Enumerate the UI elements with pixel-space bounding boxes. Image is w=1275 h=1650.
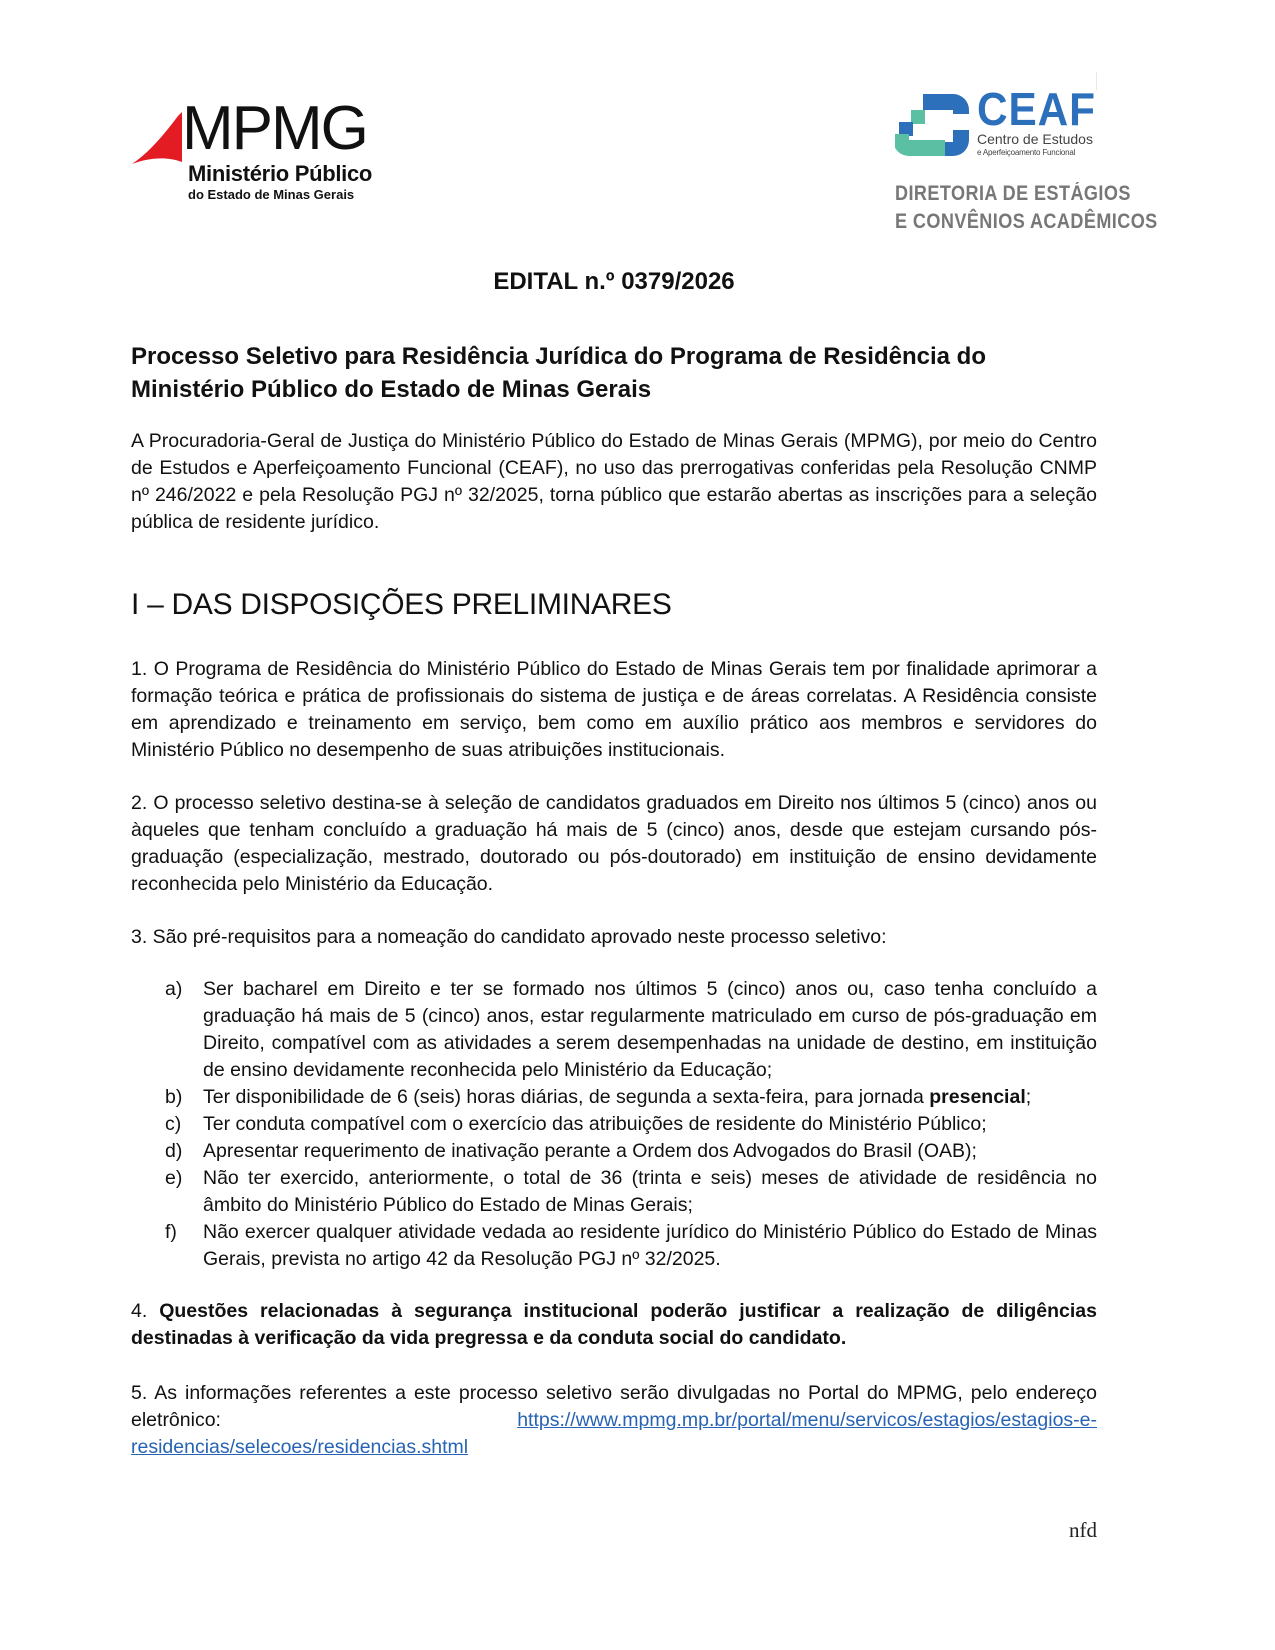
item-1: 1. O Programa de Residência do Ministério Público do Estado de Minas Gerais tem por finalidade aprimorar a formação teórica e prática de profissionais do sistema de justiça e de áreas correlatas. A Residência consiste em aprendizado e treinamento em serviço, bem como em auxílio prático aos membros e servidores do Ministério Público no desempenho de suas atribuições institucionais.: [131, 658, 1097, 761]
item-5-text: 5. As informações referentes a este processo seletivo serão divulgadas no Portal do MPMG, pelo endereço eletrônico:: [131, 1382, 1097, 1431]
requirement-text: Não exercer qualquer atividade vedada ao residente jurídico do Ministério Público do Estado de Minas Gerais, prevista no artigo 42 da Resolução PGJ nº 32/2025.: [203, 1221, 1097, 1270]
requirement-f: [131, 1219, 1097, 1273]
requirement-text: Ter conduta compatível com o exercício das atribuições de residente do Ministério Público;: [203, 1113, 987, 1135]
item-5: [131, 1380, 1097, 1461]
requirement-d: [131, 1138, 1097, 1165]
requirement-marker: f): [165, 1221, 177, 1243]
section-heading: I – DAS DISPOSIÇÕES PRELIMINARES: [131, 588, 672, 621]
intro-paragraph: A Procuradoria-Geral de Justiça do Ministério Público do Estado de Minas Gerais (MPMG), por meio do Centro de Estudos e Aperfeiçoamento Funcional (CEAF), no uso das prerrogativas conferidas pela Resolução CNMP nº 246/2022 e pela Resolução PGJ nº 32/2025, torna público que estarão abertas as inscrições para a seleção pública de residente jurídico.: [131, 430, 1097, 533]
item-4: [131, 1298, 1097, 1352]
mpmg-subtitle-1: Ministério Público: [188, 161, 373, 186]
portal-link[interactable]: https://www.mpmg.mp.br/portal/menu/servicos/estagios/estagios-e-residencias/selecoes/residencias.shtml: [131, 1409, 1097, 1458]
requirement-text-suffix: ;: [1025, 1086, 1032, 1108]
edital-number: EDITAL n.º 0379/2026: [493, 268, 735, 295]
item-4-prefix: 4.: [131, 1300, 160, 1322]
department-line-2: E CONVÊNIOS ACADÊMICOS: [895, 210, 1158, 233]
mpmg-logo: [132, 94, 402, 204]
ceaf-wordmark: CEAF: [977, 83, 1096, 135]
requirements-list: [131, 976, 1097, 1273]
document-title: Processo Seletivo para Residência Jurídica do Programa de Residência do Ministério Público do Estado de Minas Gerais: [131, 343, 986, 403]
requirement-marker: c): [165, 1113, 182, 1135]
ceaf-logo: [895, 83, 1158, 238]
ceaf-subtitle-1: Centro de Estudos: [977, 131, 1093, 147]
requirement-marker: b): [165, 1086, 183, 1108]
requirement-marker: e): [165, 1167, 183, 1189]
requirement-text: Apresentar requerimento de inativação perante a Ordem dos Advogados do Brasil (OAB);: [203, 1140, 977, 1162]
department-line-1: DIRETORIA DE ESTÁGIOS: [895, 182, 1131, 205]
requirement-c: [131, 1111, 1097, 1138]
footer-mark: nfd: [1069, 1518, 1097, 1542]
requirement-b: [131, 1084, 1097, 1111]
requirement-a: [131, 976, 1097, 1084]
requirement-text: Não ter exercido, anteriormente, o total de 36 (trinta e seis) meses de atividade de residência no âmbito do Ministério Público do Estado de Minas Gerais;: [203, 1167, 1097, 1216]
mpmg-wordmark: MPMG: [182, 94, 367, 163]
item-3: 3. São pré-requisitos para a nomeação do candidato aprovado neste processo seletivo:: [131, 926, 887, 948]
item-2: 2. O processo seletivo destina-se à seleção de candidatos graduados em Direito nos últimos 5 (cinco) anos ou àqueles que tenham concluído a graduação há mais de 5 (cinco) anos, desde que estejam cursando pós-graduação (especialização, mestrado, doutorado ou pós-doutorado) em instituição de ensino devidamente reconhecida pelo Ministério da Educação.: [131, 792, 1097, 895]
item-4-bold-text: Questões relacionadas à segurança institucional poderão justificar a realização de diligências destinadas à verificação da vida pregressa e da conduta social do candidato.: [131, 1300, 1097, 1349]
requirement-text: [203, 1084, 1097, 1111]
requirement-text: Ser bacharel em Direito e ter se formado nos últimos 5 (cinco) anos ou, caso tenha concluído a graduação há mais de 5 (cinco) anos, estar regularmente matriculado em curso de pós-graduação em Direito, compatível com as atividades a serem desempenhadas na unidade de destino, em instituição de ensino devidamente reconhecida pelo Ministério da Educação;: [203, 978, 1097, 1081]
requirement-marker: a): [165, 978, 183, 1000]
requirement-e: [131, 1165, 1097, 1219]
mpmg-subtitle-2: do Estado de Minas Gerais: [188, 187, 355, 202]
requirement-text-main: Ter disponibilidade de 6 (seis) horas diárias, de segunda a sexta-feira, para jornada: [203, 1086, 930, 1108]
ceaf-subtitle-2: e Aperfeiçoamento Funcional: [977, 148, 1076, 157]
department-name: [895, 180, 1158, 236]
requirement-text-bold: presencial: [929, 1086, 1026, 1108]
requirement-marker: d): [165, 1140, 183, 1162]
ceaf-mark-icon: [895, 94, 971, 156]
